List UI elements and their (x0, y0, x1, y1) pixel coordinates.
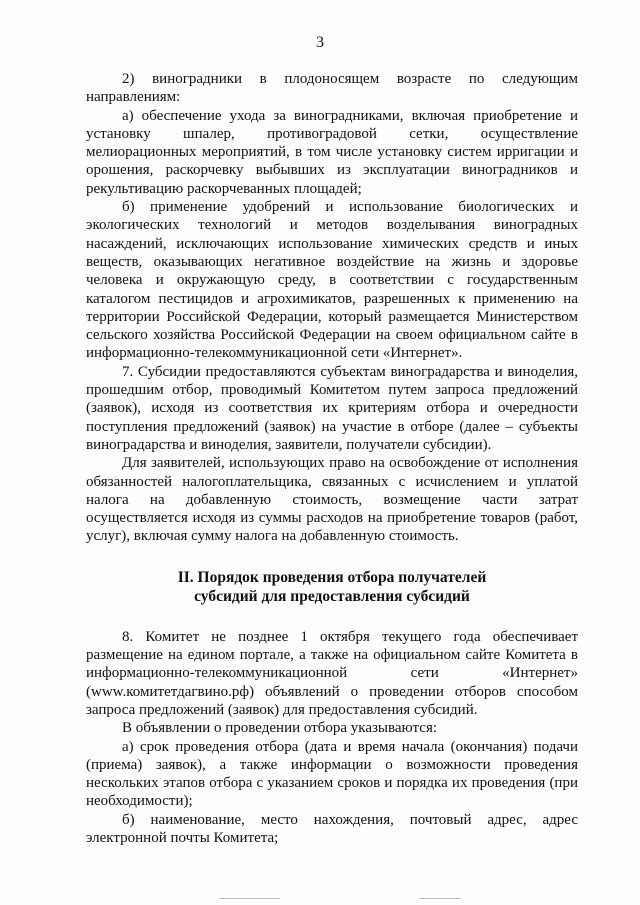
scan-artifact-line (420, 898, 460, 899)
paragraph-clause-7: 7. Субсидии предоставляются субъектам виноградарства и виноделия, прошедшим отбор, проводимый Комитетом путем запроса предложений (заявок), исходя из соответствия их критериям отбора и очередности поступления предложений (заявок) на участие в отборе (далее – субъекты виноградарства и виноделия, заявители, получатели субсидии). (86, 363, 578, 453)
paragraph-clause-8: 8. Комитет не позднее 1 октября текущего года обеспечивает размещение на едином портале, а также на официальном сайте Комитета в информационно-телекоммуникационной сети «Интернет» (www.комитетдагвино.рф) объявлений о проведении отборов способом запроса предложений (заявок) для предоставления субсидий. (86, 628, 578, 718)
section-heading-line-2: субсидий для предоставления субсидий (194, 587, 470, 605)
section-heading (86, 568, 578, 606)
section-heading-line-1: II. Порядок проведения отбора получателей (177, 568, 487, 586)
scan-artifact-line (220, 898, 280, 899)
paragraph-item-a-care: а) обеспечение ухода за виноградниками, включая приобретение и установку шпалер, противоградовой сетки, осуществление мелиорационных мероприятий, в том числе установку систем ирригации и орошения, раскорчевку выбывших из эксплуатации виноградников и рекультивацию раскорчеванных площадей; (86, 107, 578, 197)
paragraph-vineyards-fruiting: 2) виноградники в плодоносящем возрасте по следующим направлениям: (86, 71, 578, 106)
page-number: 3 (316, 34, 324, 51)
paragraph-item-a-deadline: а) срок проведения отбора (дата и время начала (окончания) подачи (приема) заявок), а также информации о возможности проведения нескольких этапов отбора с указанием сроков и порядка их проведения (при необходимости); (86, 738, 578, 810)
paragraph-vat-exemption: Для заявителей, использующих право на освобождение от исполнения обязанностей налогоплательщика, связанных с исчислением и уплатой налога на добавленную стоимость, возмещение части затрат осуществляется исходя из суммы расходов на приобретение товаров (работ, услуг), включая сумму налога на добавленную стоимость. (86, 455, 578, 545)
paragraph-item-b-name-address: б) наименование, место нахождения, почтовый адрес, адрес электронной почты Комитета; (86, 811, 578, 846)
paragraph-announcement-intro: В объявлении о проведении отбора указываются: (122, 720, 438, 737)
paragraph-item-b-fertilizers: б) применение удобрений и использование биологических и экологических технологий и методов возделывания виноградных насаждений, исключающих использование химических средств и иных веществ, оказывающих негативное воздействие на жизнь и здоровье человека и окружающую среду, в соответствии с государственным каталогом пестицидов и агрохимикатов, разрешенных к применению на территории Российской Федерации, который размещается Министерством сельского хозяйства Российской Федерации на своем официальном сайте в информационно-телекоммуникационной сети «Интернет». (86, 199, 578, 362)
document-body (86, 70, 578, 847)
